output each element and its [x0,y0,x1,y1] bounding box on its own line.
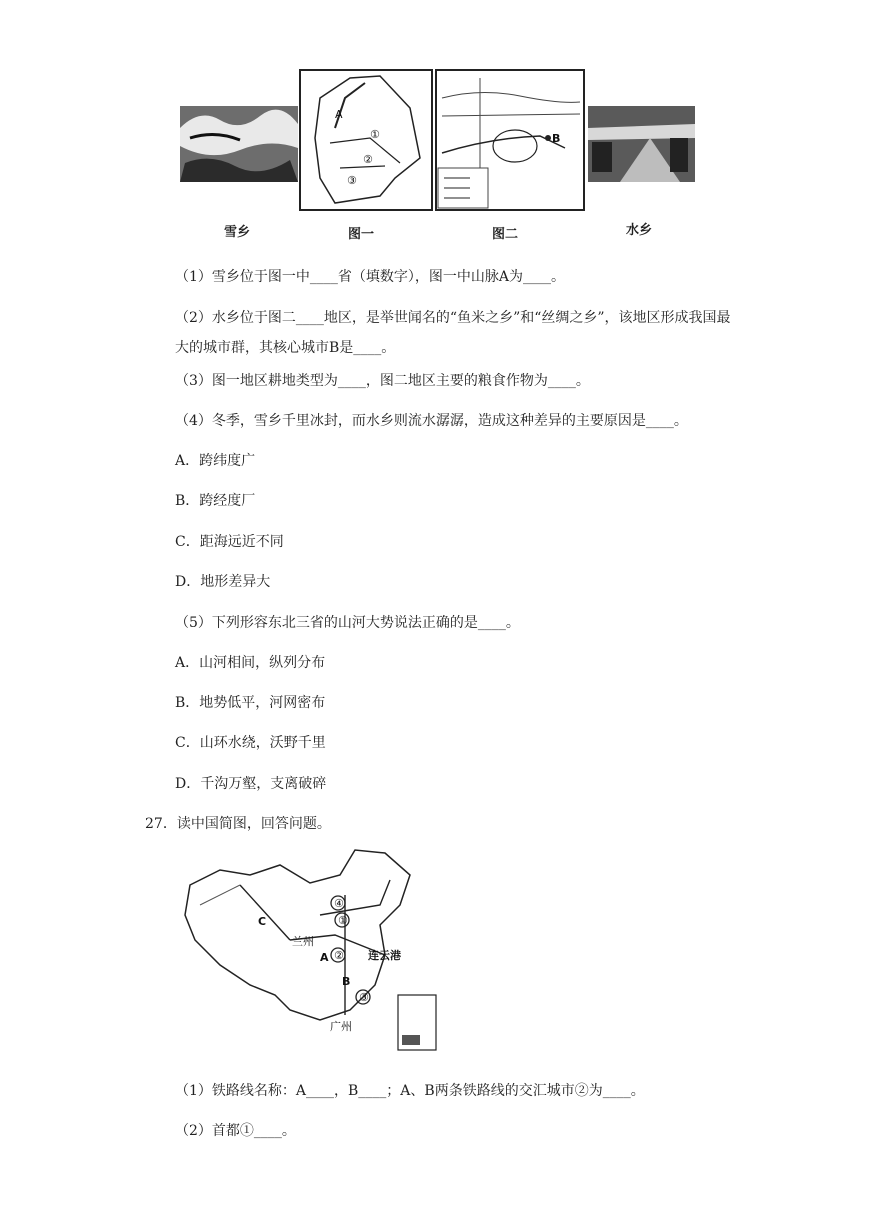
question-5: （5）下列形容东北三省的山河大势说法正确的是____。 [175,615,520,631]
figure-snow-water-maps [180,68,695,246]
question-27-2: （2）首都①____。 [175,1123,296,1139]
question-27-title: 27．读中国简图，回答问题。 [145,816,331,832]
caption-water-town: 水乡 [626,223,653,238]
snow-town-photo [180,106,298,182]
caption-figure2: 图二 [492,227,519,242]
label-rail-c: C [258,915,267,928]
option-4d: D．地形差异大 [175,574,271,590]
option-5c: C．山环水绕，沃野千里 [175,735,326,751]
question-27-1: （1）铁路线名称：A____，B____；A、B两条铁路线的交汇城市②为____。 [175,1083,645,1099]
label-lanzhou: 兰州 [292,935,314,948]
question-4: （4）冬季，雪乡千里冰封，而水乡则流水潺潺，造成这种差异的主要原因是____。 [175,413,688,429]
label-mountain-a: A [335,108,343,121]
label-num-2: ② [334,949,344,962]
label-guangzhou: 广州 [330,1020,352,1033]
option-5d: D．千沟万壑，支离破碎 [175,776,327,792]
option-5a: A．山河相间，纵列分布 [175,655,326,671]
label-province-3: ③ [347,174,357,187]
option-5b: B．地势低平，河网密布 [175,695,326,711]
option-4b: B．跨经度厂 [175,493,256,509]
question-2: （2）水乡位于图二____地区，是举世闻名的“鱼米之乡”和“丝绸之乡”，该地区形成我国最大的城市群，其核心城市B是____。 [175,310,731,356]
label-city-b: B [552,132,561,145]
caption-figure1: 图一 [348,227,375,242]
label-province-1: ① [370,128,380,141]
caption-snow-town: 雪乡 [224,225,251,240]
label-rail-a: A [320,951,329,964]
water-town-photo [588,106,695,182]
figure1-northeast-map [300,70,432,210]
label-num-1: ① [338,914,348,927]
china-railway-map [180,845,440,1055]
label-num-3: ③ [359,991,369,1004]
label-rail-b: B [342,975,351,988]
label-num-4: ④ [334,897,344,910]
question-3: （3）图一地区耕地类型为____，图二地区主要的粮食作物为____。 [175,373,590,389]
figure2-yangtze-delta-map [436,70,584,210]
question-1: （1）雪乡位于图一中____省（填数字），图一中山脉A为____。 [175,269,566,285]
label-province-2: ② [363,153,373,166]
option-4c: C．距海远近不同 [175,534,284,550]
option-4a: A．跨纬度广 [175,453,256,469]
label-lianyungang: 连云港 [368,949,401,962]
